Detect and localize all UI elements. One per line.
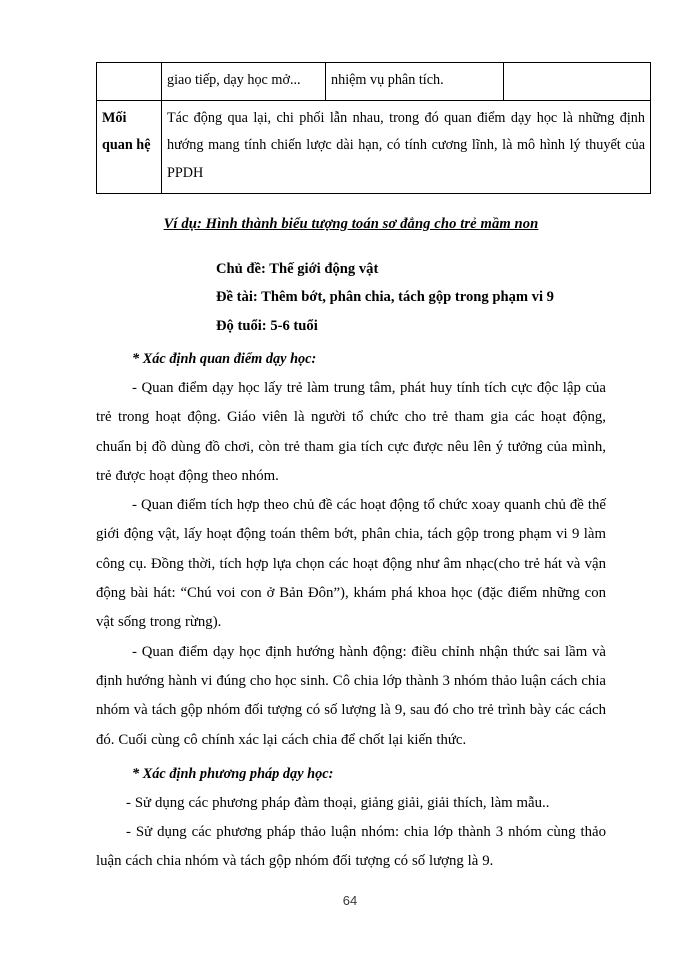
example-heading: Ví dụ: Hình thành biểu tượng toán sơ đẳng cho trẻ mầm non <box>163 215 539 232</box>
paragraph-integrated-theme: - Quan điểm tích hợp theo chủ đề các hoạt động tổ chức xoay quanh chủ đề thế giới động vật, lấy hoạt động toán thêm bớt, phân chia, tách gộp trong phạm vi 9 làm công cụ. Đồng thời, tích hợp lựa chọn các hoạt động như âm nhạc(cho trẻ hát và vận động bài hát: “Chú voi con ở Bản Đôn”), khám phá khoa học (đặc điểm những con vật sống trong rừng). <box>96 497 606 631</box>
lesson-meta-block <box>96 255 606 340</box>
paragraph-methods-group: - Sử dụng các phương pháp thảo luận nhóm: chia lớp thành 3 nhóm cùng thảo luận cách chia nhóm và tách gộp nhóm đối tượng có số lượng là 9. <box>96 824 606 870</box>
table-cell-relationship-label: Mối quan hệ <box>97 100 162 193</box>
section-heading-teaching-views: * Xác định quan điểm dạy học: <box>132 351 317 368</box>
meta-topic: Chủ đề: Thế giới động vật <box>216 260 379 277</box>
paragraph-learner-centered: - Quan điểm dạy học lấy trẻ làm trung tâm, phát huy tính tích cực độc lập của trẻ trong hoạt động. Giáo viên là người tổ chức cho trẻ tham gia các hoạt động, chuẩn bị đồ dùng đồ chơi, còn trẻ tham gia tích cực được nêu lên ý tưởng của mình, trẻ được hoạt động theo nhóm. <box>96 379 606 484</box>
comparison-table <box>96 62 651 194</box>
table-cell-relationship-content: Tác động qua lại, chi phối lẫn nhau, trong đó quan điểm dạy học là những định hướng mang tính chiến lược dài hạn, có tính cương lĩnh, là mô hình lý thuyết của PPDH <box>162 100 651 193</box>
table-row <box>97 100 651 193</box>
table-cell-empty-label <box>97 63 162 101</box>
paragraph-action-oriented: - Quan điểm dạy học định hướng hành động: điều chỉnh nhận thức sai lầm và định hướng hành vi đúng cho học sinh. Cô chia lớp thành 3 nhóm thảo luận cách chia nhóm và tách gộp nhóm đối tượng có số lượng là 9, sau đó cho trẻ trình bày các cách đó. Cuối cùng cô chính xác lại cách chia để chốt lại kiến thức. <box>96 643 606 748</box>
meta-subject: Đề tài: Thêm bớt, phân chia, tách gộp trong phạm vi 9 <box>216 289 554 306</box>
page-number: 64 <box>342 893 358 908</box>
section-heading-teaching-methods: * Xác định phương pháp dạy học: <box>132 765 334 782</box>
table-cell-task-analysis: nhiệm vụ phân tích. <box>326 63 504 101</box>
table-row <box>97 63 651 101</box>
table-cell-teaching-views: giao tiếp, dạy học mở... <box>162 63 326 101</box>
page-content <box>96 62 645 877</box>
meta-age: Độ tuổi: 5-6 tuổi <box>216 317 318 334</box>
table-cell-empty-right <box>504 63 651 101</box>
paragraph-methods-dialogue: - Sử dụng các phương pháp đàm thoại, giảng giải, giải thích, làm mẫu.. <box>126 794 550 811</box>
